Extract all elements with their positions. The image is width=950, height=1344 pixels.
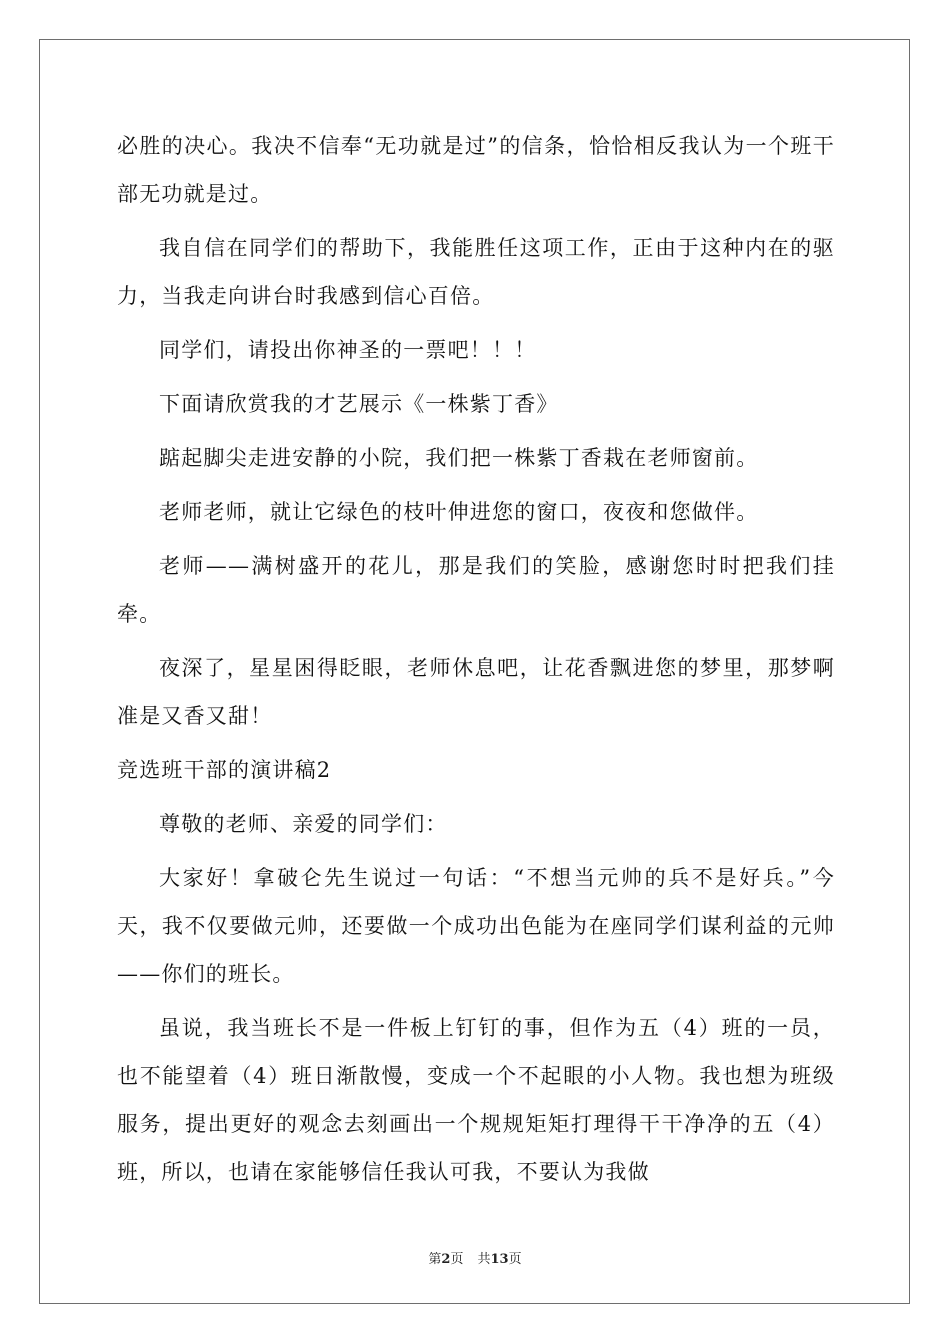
section-heading: 竞选班干部的演讲稿2: [117, 758, 332, 782]
total-prefix: 共: [477, 1252, 491, 1267]
paragraph: 夜深了，星星困得眨眼，老师休息吧，让花香飘进您的梦里，那梦啊准是又香又甜！: [117, 656, 835, 728]
total-page-count: 13: [490, 1252, 509, 1267]
paragraph: 大家好！拿破仑先生说过一句话：“不想当元帅的兵不是好兵。”今天，我不仅要做元帅，还要做一个成功出色能为在座同学们谋利益的元帅——你们的班长。: [117, 866, 835, 986]
paragraph: 踮起脚尖走进安静的小院，我们把一株紫丁香栽在老师窗前。: [159, 446, 759, 470]
paragraph: 我自信在同学们的帮助下，我能胜任这项工作，正由于这种内在的驱力，当我走向讲台时我感到信心百倍。: [117, 236, 835, 308]
page-footer: [0, 1248, 950, 1267]
total-unit: 页: [508, 1252, 522, 1267]
page-prefix: 第: [428, 1252, 442, 1267]
paragraph: 必胜的决心。我决不信奉“无功就是过”的信条，恰恰相反我认为一个班干部无功就是过。: [117, 134, 835, 206]
page-unit: 页: [450, 1252, 464, 1267]
paragraph: 老师老师，就让它绿色的枝叶伸进您的窗口，夜夜和您做伴。: [159, 500, 759, 524]
paragraph: 下面请欣赏我的才艺展示《一株紫丁香》: [159, 392, 559, 416]
paragraph: 老师——满树盛开的花儿，那是我们的笑脸，感谢您时时把我们挂牵。: [117, 554, 835, 626]
paragraph: 同学们，请投出你神圣的一票吧！！！: [159, 338, 537, 362]
paragraph: 虽说，我当班长不是一件板上钉钉的事，但作为五（4）班的一员，也不能望着（4）班日渐散慢，变成一个不起眼的小人物。我也想为班级服务，提出更好的观念去刻画出一个规规矩矩打理得干干净净的五（4）班，所以，也请在家能够信任我认可我，不要认为我做: [117, 1016, 835, 1184]
current-page-number: 2: [441, 1252, 451, 1267]
document-body: [117, 122, 835, 1202]
salutation: 尊敬的老师、亲爱的同学们：: [159, 812, 448, 836]
